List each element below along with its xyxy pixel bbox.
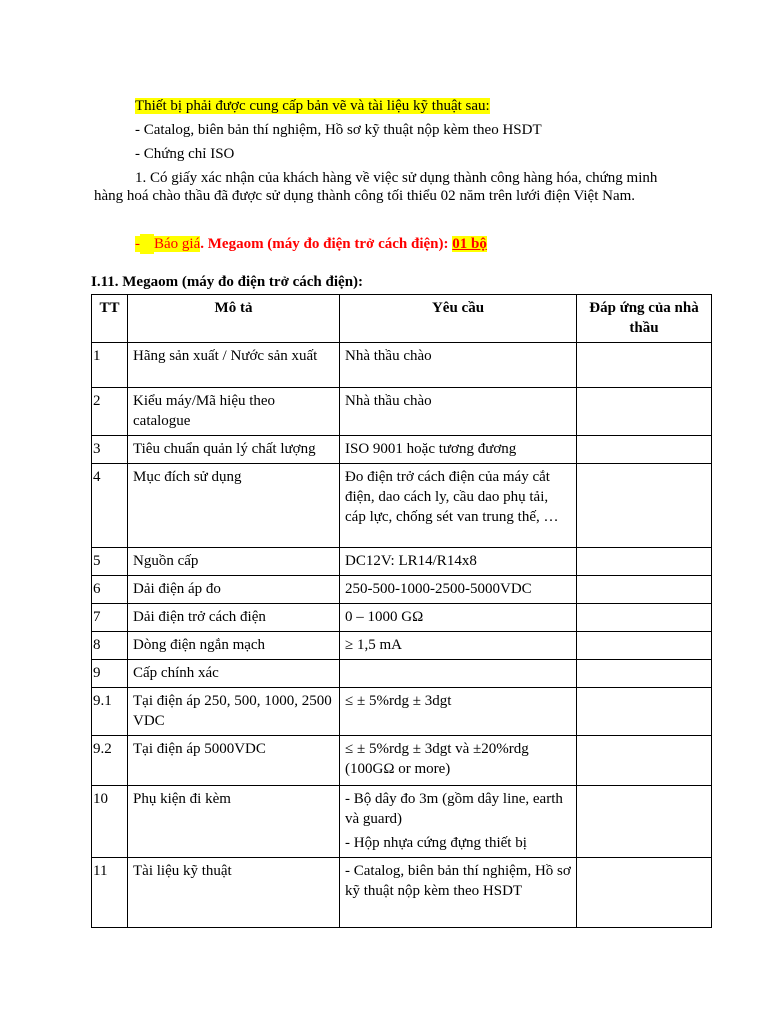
yeu-cau-line: Nhà thầu chào — [345, 393, 432, 409]
requirement-item-iso: - Chứng chỉ ISO — [135, 146, 235, 162]
table-row — [92, 688, 712, 736]
cell-yeu-cau — [340, 548, 577, 576]
cell-dap-ung — [577, 858, 712, 928]
cell-yeu-cau — [340, 632, 577, 660]
cell-dap-ung — [577, 736, 712, 786]
table-row — [92, 632, 712, 660]
quote-line — [135, 234, 487, 254]
cell-mo-ta: Hãng sản xuất / Nước sản xuất — [128, 343, 340, 388]
cell-dap-ung — [577, 786, 712, 858]
cell-dap-ung — [577, 388, 712, 436]
cell-tt: 11 — [92, 858, 128, 928]
cell-mo-ta: Dải điện trở cách điện — [128, 604, 340, 632]
yeu-cau-line: Nhà thầu chào — [345, 348, 432, 364]
cell-mo-ta: Mục đích sử dụng — [128, 464, 340, 548]
yeu-cau-line: DC12V: LR14/R14x8 — [345, 553, 477, 569]
requirement-item-confirmation-line2: hàng hoá chào thầu đã được sử dụng thành công tối thiểu 02 năm trên lưới điện Việt Nam. — [94, 188, 636, 204]
header-tt: TT — [92, 295, 128, 343]
yeu-cau-line: 250-500-1000-2500-5000VDC — [345, 581, 532, 597]
requirement-item-confirmation-line1: 1. Có giấy xác nhận của khách hàng về việc sử dụng thành công hàng hóa, chứng minh — [135, 170, 658, 186]
cell-tt: 9.1 — [92, 688, 128, 736]
cell-dap-ung — [577, 604, 712, 632]
table-row — [92, 660, 712, 688]
requirement-heading — [135, 96, 490, 116]
table-row — [92, 464, 712, 548]
quote-label: Báo giá — [154, 236, 201, 252]
cell-yeu-cau — [340, 858, 577, 928]
cell-dap-ung — [577, 688, 712, 736]
spec-table-header-row — [92, 295, 712, 343]
cell-tt: 6 — [92, 576, 128, 604]
cell-tt: 5 — [92, 548, 128, 576]
cell-yeu-cau — [340, 388, 577, 436]
cell-yeu-cau — [340, 576, 577, 604]
header-yeu-cau: Yêu cầu — [340, 295, 577, 343]
yeu-cau-line: - Bộ dây đo 3m (gồm dây line, earth và guard) — [345, 791, 563, 827]
header-dap-ung: Đáp ứng của nhà thầu — [577, 295, 712, 343]
cell-yeu-cau — [340, 464, 577, 548]
yeu-cau-line: ISO 9001 hoặc tương đương — [345, 441, 517, 457]
requirement-item-catalog: - Catalog, biên bản thí nghiệm, Hồ sơ kỹ thuật nộp kèm theo HSDT — [135, 122, 542, 138]
cell-tt: 7 — [92, 604, 128, 632]
table-row — [92, 786, 712, 858]
cell-dap-ung — [577, 436, 712, 464]
yeu-cau-line: - Hộp nhựa cứng đựng thiết bị — [345, 835, 527, 851]
table-row — [92, 436, 712, 464]
table-row — [92, 343, 712, 388]
cell-yeu-cau — [340, 343, 577, 388]
cell-mo-ta: Tại điện áp 5000VDC — [128, 736, 340, 786]
cell-mo-ta: Cấp chính xác — [128, 660, 340, 688]
table-row — [92, 548, 712, 576]
cell-tt: 3 — [92, 436, 128, 464]
cell-mo-ta: Tài liệu kỹ thuật — [128, 858, 340, 928]
cell-tt: 10 — [92, 786, 128, 858]
section-title: I.11. Megaom (máy đo điện trở cách điện): — [91, 274, 364, 290]
cell-mo-ta: Nguồn cấp — [128, 548, 340, 576]
cell-dap-ung — [577, 632, 712, 660]
cell-yeu-cau — [340, 786, 577, 858]
header-mo-ta: Mô tả — [128, 295, 340, 343]
cell-tt: 9.2 — [92, 736, 128, 786]
yeu-cau-line: ≤ ± 5%rdg ± 3dgt và ±20%rdg (100GΩ or more) — [345, 741, 529, 777]
cell-dap-ung — [577, 464, 712, 548]
yeu-cau-line: ≥ 1,5 mA — [345, 637, 402, 653]
yeu-cau-line: - Catalog, biên bản thí nghiệm, Hồ sơ kỹ thuật nộp kèm theo HSDT — [345, 863, 571, 899]
yeu-cau-line: 0 – 1000 GΩ — [345, 609, 424, 625]
table-row — [92, 388, 712, 436]
table-row — [92, 736, 712, 786]
requirement-heading-text: Thiết bị phải được cung cấp bản vẽ và tài liệu kỹ thuật sau: — [135, 98, 490, 114]
yeu-cau-line: Đo điện trở cách điện của máy cắt điện, dao cách ly, cầu dao phụ tải, cáp lực, chống sét van trung thế, … — [345, 469, 559, 525]
quote-quantity: 01 bộ — [452, 236, 487, 252]
cell-dap-ung — [577, 343, 712, 388]
cell-yeu-cau — [340, 604, 577, 632]
yeu-cau-line: ≤ ± 5%rdg ± 3dgt — [345, 693, 452, 709]
cell-tt: 1 — [92, 343, 128, 388]
table-row — [92, 858, 712, 928]
cell-tt: 9 — [92, 660, 128, 688]
quote-dash: - — [135, 236, 140, 252]
cell-tt: 8 — [92, 632, 128, 660]
cell-yeu-cau — [340, 660, 577, 688]
cell-dap-ung — [577, 660, 712, 688]
cell-dap-ung — [577, 576, 712, 604]
cell-tt: 2 — [92, 388, 128, 436]
cell-dap-ung — [577, 548, 712, 576]
cell-mo-ta: Tại điện áp 250, 500, 1000, 2500 VDC — [128, 688, 340, 736]
cell-mo-ta: Kiểu máy/Mã hiệu theo catalogue — [128, 388, 340, 436]
cell-mo-ta: Tiêu chuẩn quản lý chất lượng — [128, 436, 340, 464]
table-row — [92, 576, 712, 604]
cell-mo-ta: Dòng điện ngắn mạch — [128, 632, 340, 660]
table-row — [92, 604, 712, 632]
spec-table — [91, 294, 712, 928]
cell-yeu-cau — [340, 436, 577, 464]
quote-title: . Megaom (máy đo điện trở cách điện): — [200, 236, 453, 252]
cell-mo-ta: Dải điện áp đo — [128, 576, 340, 604]
cell-mo-ta: Phụ kiện đi kèm — [128, 786, 340, 858]
cell-yeu-cau — [340, 688, 577, 736]
cell-tt: 4 — [92, 464, 128, 548]
cell-yeu-cau — [340, 736, 577, 786]
